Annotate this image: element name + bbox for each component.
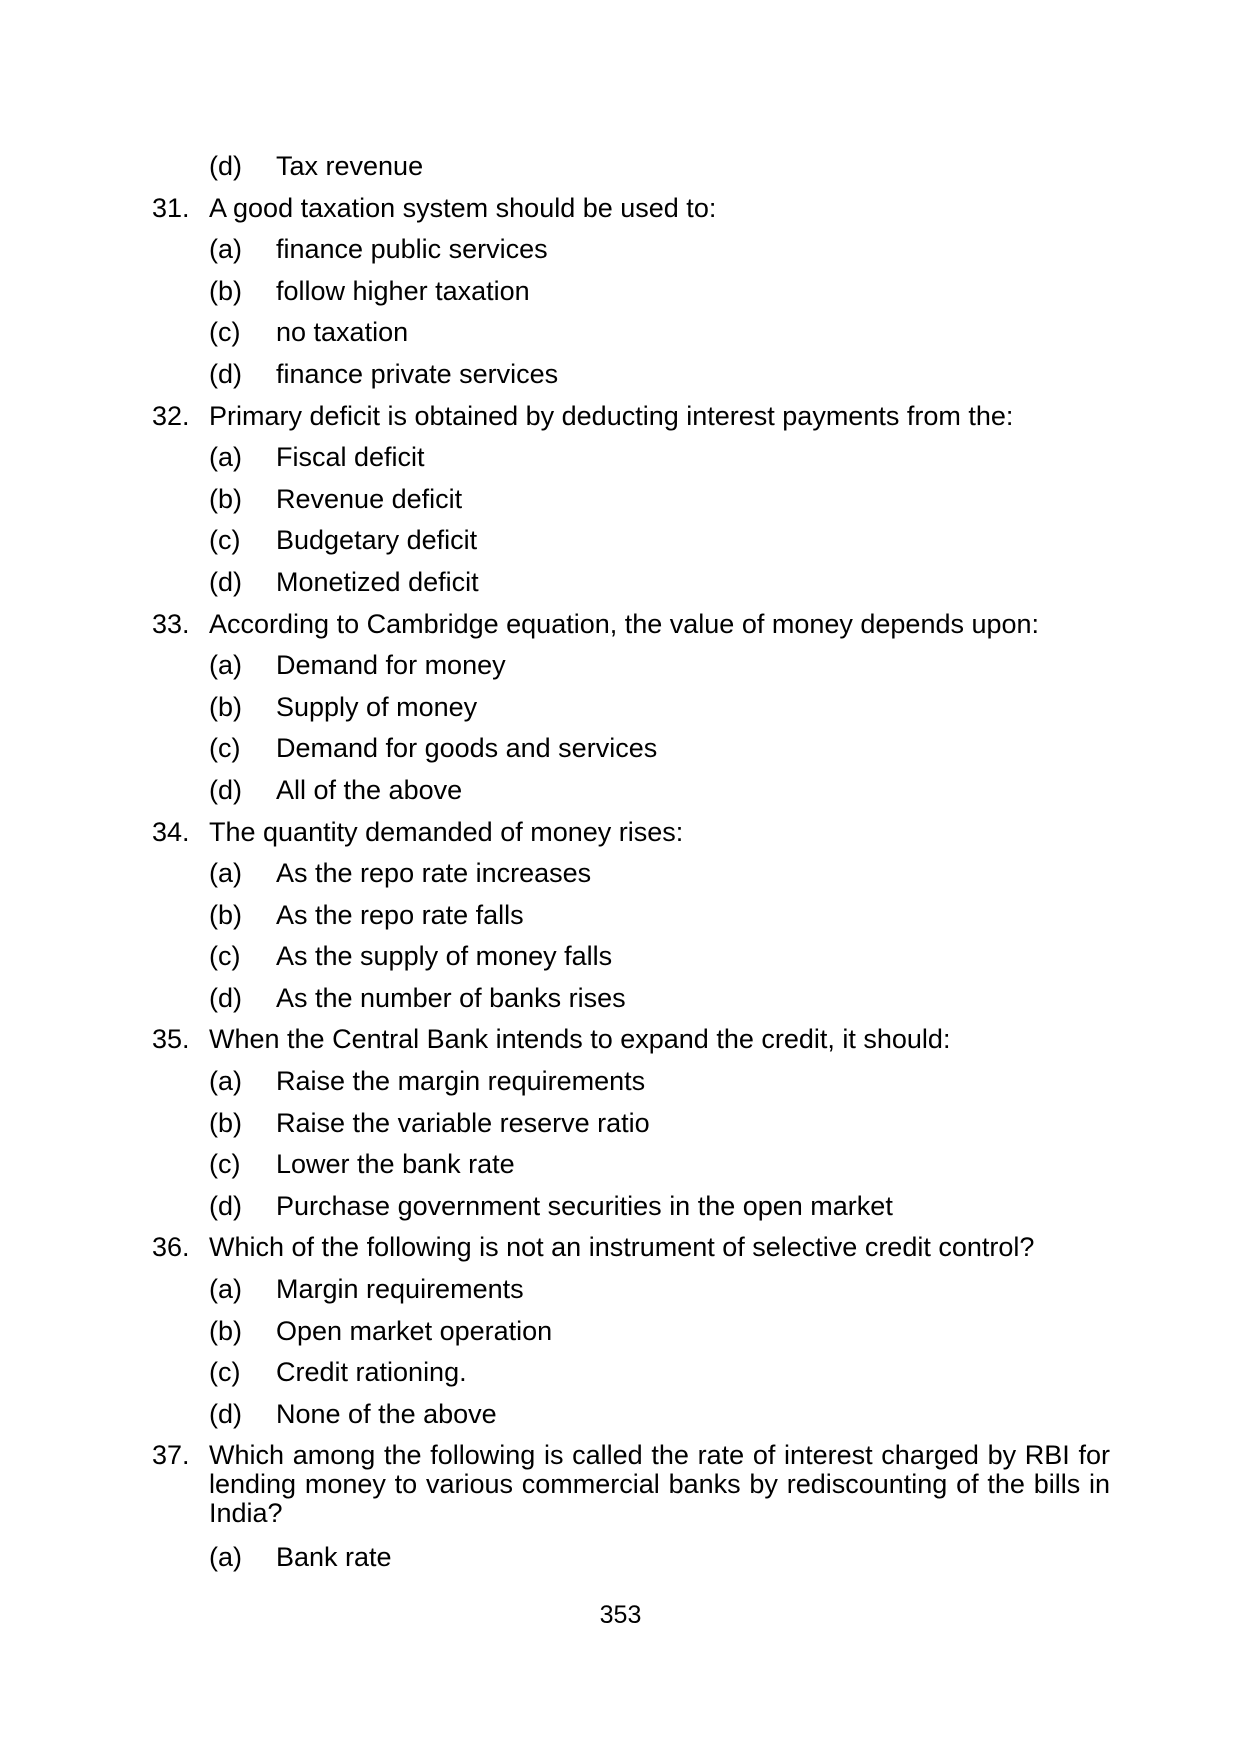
option-text: finance public services <box>276 234 548 265</box>
question-row-33 <box>152 610 1110 639</box>
option-letter: (d) <box>209 982 242 1013</box>
option-text: follow higher taxation <box>276 275 530 306</box>
option-letter: (d) <box>209 1398 242 1429</box>
option-text: Fiscal deficit <box>276 442 425 473</box>
option-text: Credit rationing. <box>276 1357 467 1388</box>
question-number: 34. <box>152 816 190 847</box>
option-row <box>152 734 1110 763</box>
question-text: When the Central Bank intends to expand the credit, it should: <box>209 1024 951 1055</box>
option-text: no taxation <box>276 317 409 348</box>
option-text: Tax revenue <box>276 151 424 181</box>
option-text: Demand for money <box>276 650 506 681</box>
option-letter: (b) <box>209 483 242 514</box>
option-row <box>152 859 1110 888</box>
option-text: Raise the margin requirements <box>276 1066 646 1097</box>
question-number: 36. <box>152 1232 190 1263</box>
option-letter: (b) <box>209 1107 242 1138</box>
option-text: As the repo rate falls <box>276 899 524 930</box>
question-number: 35. <box>152 1024 190 1055</box>
option-row <box>152 443 1110 472</box>
option-letter: (c) <box>209 941 241 972</box>
option-letter: (b) <box>209 691 242 722</box>
option-row <box>152 277 1110 306</box>
option-text: As the number of banks rises <box>276 982 626 1013</box>
option-row <box>152 360 1110 389</box>
option-row <box>152 1275 1110 1304</box>
question-list <box>152 152 1110 1585</box>
option-letter: (d) <box>209 358 242 389</box>
option-letter: (a) <box>209 650 242 681</box>
option-text: As the supply of money falls <box>276 941 613 972</box>
carryover-option-row <box>152 152 1110 181</box>
question-text-line: lending money to various commercial banks by rediscounting of the bills in <box>209 1469 1110 1500</box>
question-row-36 <box>152 1233 1110 1262</box>
question-text <box>209 1441 1110 1528</box>
option-row <box>152 1543 1110 1572</box>
option-row <box>152 984 1110 1013</box>
option-row <box>152 901 1110 930</box>
question-row-34 <box>152 818 1110 847</box>
option-letter: (b) <box>209 1315 242 1346</box>
option-row <box>152 651 1110 680</box>
option-row <box>152 1358 1110 1387</box>
question-row-37 <box>152 1441 1110 1528</box>
option-letter: (b) <box>209 275 242 306</box>
option-letter: (a) <box>209 442 242 473</box>
question-row-32 <box>152 402 1110 431</box>
option-text: Margin requirements <box>276 1274 524 1305</box>
option-letter: (b) <box>209 899 242 930</box>
option-text: Monetized deficit <box>276 566 479 597</box>
option-text: None of the above <box>276 1398 497 1429</box>
option-text: Supply of money <box>276 691 478 722</box>
option-text: All of the above <box>276 774 463 805</box>
question-text: According to Cambridge equation, the value of money depends upon: <box>209 608 1040 639</box>
option-text: Raise the variable reserve ratio <box>276 1107 650 1138</box>
question-text: The quantity demanded of money rises: <box>209 816 684 847</box>
option-row <box>152 1150 1110 1179</box>
option-letter: (c) <box>209 525 241 556</box>
option-row <box>152 568 1110 597</box>
option-letter: (c) <box>209 317 241 348</box>
option-row <box>152 1192 1110 1221</box>
option-row <box>152 942 1110 971</box>
option-letter: (c) <box>209 733 241 764</box>
option-row <box>152 693 1110 722</box>
question-text-line: Which among the following is called the rate of interest charged by RBI for <box>209 1440 1110 1471</box>
option-letter: (d) <box>209 566 242 597</box>
option-text: Demand for goods and services <box>276 733 658 764</box>
option-row <box>152 318 1110 347</box>
question-number: 31. <box>152 192 190 223</box>
question-number: 37. <box>152 1440 190 1471</box>
option-letter: (a) <box>209 1066 242 1097</box>
question-text: A good taxation system should be used to: <box>209 192 717 223</box>
option-text: Open market operation <box>276 1315 553 1346</box>
option-text: Revenue deficit <box>276 483 463 514</box>
option-row <box>152 485 1110 514</box>
option-letter: (a) <box>209 858 242 889</box>
question-row-31 <box>152 194 1110 223</box>
option-text: Lower the bank rate <box>276 1149 515 1180</box>
page-number: 353 <box>599 1601 642 1629</box>
option-letter: (a) <box>209 1274 242 1305</box>
option-letter: (a) <box>209 1542 242 1572</box>
option-letter: (d) <box>209 151 242 181</box>
question-text-line: India? <box>209 1498 283 1529</box>
option-letter: (c) <box>209 1357 241 1388</box>
question-number: 33. <box>152 608 190 639</box>
question-text: Primary deficit is obtained by deducting interest payments from the: <box>209 400 1014 431</box>
option-letter: (d) <box>209 1190 242 1221</box>
option-text: Budgetary deficit <box>276 525 478 556</box>
option-row <box>152 1400 1110 1429</box>
option-text: Purchase government securities in the open market <box>276 1190 893 1221</box>
option-row <box>152 1317 1110 1346</box>
option-text: finance private services <box>276 358 559 389</box>
question-text: Which of the following is not an instrument of selective credit control? <box>209 1232 1035 1263</box>
option-text: As the repo rate increases <box>276 858 592 889</box>
question-number: 32. <box>152 400 190 431</box>
option-letter: (d) <box>209 774 242 805</box>
option-letter: (c) <box>209 1149 241 1180</box>
option-row <box>152 1109 1110 1138</box>
option-row <box>152 235 1110 264</box>
option-text: Bank rate <box>276 1542 392 1572</box>
option-letter: (a) <box>209 234 242 265</box>
question-row-35 <box>152 1025 1110 1054</box>
option-row <box>152 776 1110 805</box>
option-row <box>152 1067 1110 1096</box>
option-row <box>152 526 1110 555</box>
